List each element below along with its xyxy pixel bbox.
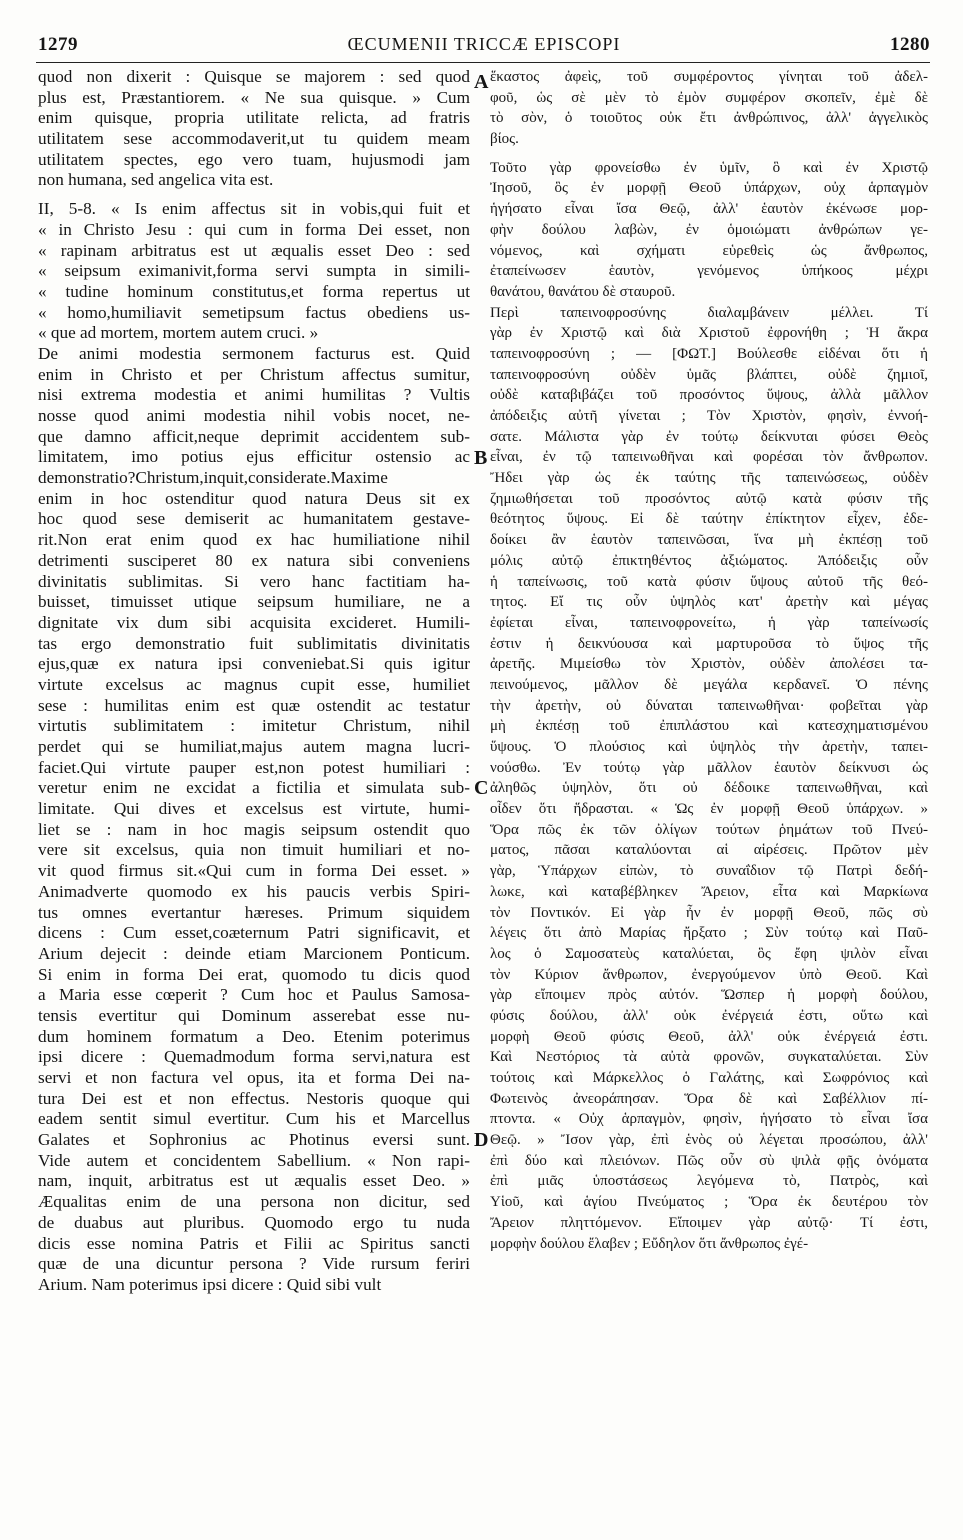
greek-text-line: Περὶ ταπεινοφροσύνης διαλαμβάνειν μέλλει. Τί [490,304,928,321]
greek-text-line: Ἄρειον πληττόμενον. Εἴποιμεν γὰρ αὐτῷ· Τί ἐστι, [490,1214,928,1231]
latin-text-line: utilitatem sese accommodaverit,ut tu quidem meam [38,129,470,149]
greek-text-line: τὴν ἀρετὴν, οὐ δύναται ταπεινωθῆναι· φοβεῖται γὰρ [490,697,928,714]
latin-text-line: ipsi dicere : Quemadmodum forma servi,natura est [38,1047,470,1067]
latin-text-line: detrimenti susciperet 80 ex natura sibi conveniens [38,550,470,570]
greek-text-line: νούσθω. Ἐν τούτῳ γὰρ μᾶλλον ἑαυτὸν δείκνυσι ὡς [490,759,928,776]
greek-text-line: Τοῦτο γὰρ φρονείσθω ἐν ὑμῖν, ὃ καὶ ἐν Χριστῷ [490,159,928,176]
latin-text-line: limitatem, imo potius ejus efficitur ostensio ac [38,447,470,467]
latin-text-line: nisi extrema modestia et animi humilitas ? Vultis [38,385,470,405]
greek-text-line: ὕψους. Ὁ πλούσιος καὶ ὑψηλὸς τὴν ἀρετὴν, ταπει- [490,739,928,755]
latin-text-line: tus omnes evertantur hæreses. Primum siquidem [38,902,470,922]
latin-text-line: buisset, timuisset utique seipsum humiliare, ne a [38,592,470,612]
latin-text-line: nam, inquit, arbitratus est ut æqualis esset Deo. » [38,1171,470,1191]
greek-text-line: Καὶ Νεστόριος τὰ αὐτὰ φρονῶν, συγκαταλύεται. Σὺν [490,1049,928,1066]
greek-text-line: ἡ ταπείνωσις, τοῦ κατὰ φύσιν ὕψους αὐτοῦ τῆς θεό- [490,573,928,590]
latin-text-line: virtutis sublimitatem : imitetur Christum, nihil [38,716,470,736]
latin-text-line: Arium dejecit : deinde etiam Marcionem Ponticum. [38,943,470,963]
latin-text-line: dum hominem formatum a Deo. Etenim poterimus [38,1026,470,1046]
greek-text-line: τούτοις καὶ Μάρκελλος ὁ Γαλάτης, καὶ Σωφρόνιος καὶ [490,1070,928,1086]
latin-text-line: « seipsum eximanivit,forma servi sumpta in simili- [38,261,470,281]
greek-text-line: ἐφίεται εἶναι, ταπεινοφρονείτω, ἡ γὰρ ταπείνωσίς [490,614,928,631]
greek-text-line: Φωτεινὸς ἀνεοράπησαν. Ὅρα δὲ καὶ Σαβέλλιον πί- [490,1090,928,1107]
greek-text-line: μόλις αὐτῷ ἐπικτηθέντος ἀξιώματος. Ἀπόδειξις οὖν [490,552,928,569]
greek-text-line: Υἱοῦ, καὶ ἁγίου Πνεύματος ; Ὅρα ἐκ δευτέρου τὸν [490,1194,928,1211]
greek-text-line: μὴ ἐκπέσῃ τοῦ ἐπιπλάστου καὶ κατεσχηματισμένου [490,718,928,735]
latin-text-line: servi et non factura vel opus, ita et forma Dei na- [38,1068,470,1087]
latin-text-line: vit quod firmus sit.«Qui cum in forma Dei esset. » [38,861,470,881]
latin-text-line: rit.Non erat enim quod ex hac humiliatione nihil [38,530,470,550]
greek-column [490,67,928,1507]
greek-text-line: ἐταπείνωσεν ἑαυτὸν, γενόμενος ὑπήκοος μέχρι [490,263,928,280]
latin-text-line: quæ de una dicuntur persona ? Vide rursum feriri [38,1254,470,1274]
greek-text-line: ἐπὶ μιᾶς ὑποστάσεως λεγόμενα τὸ, Πατρὸς, καὶ [490,1173,928,1190]
greek-text-line: γὰρ ἐν Χριστῷ καὶ διὰ Χριστοῦ ἐφρονήθη ; Ἡ ἄκρα [490,325,928,342]
greek-text-line: εἶναι, ἐν τῷ ταπεινωθῆναι καὶ φορέσαι τὸν ἄνθρωπον. [490,449,928,466]
latin-text-line: ejus,quæ ex natura ipsi conveniebat.Si quis igitur [38,654,470,674]
latin-text-line: faciet.Qui virtute pauper est,non potest humiliari : [38,757,470,777]
greek-text-line: ζημιωθήσεται τοῦ προσόντος αὐτῷ κατὰ φύσιν τῆς [490,490,928,507]
latin-text-line: Animadverte quomodo ex his paucis verbis Spiri- [38,881,470,901]
page-number-right: 1280 [890,34,930,55]
latin-text-line: De animi modestia sermonem facturus est. Quid [38,343,470,363]
margin-marker-c: C [474,777,489,799]
greek-text-line: δοίκει ἂν ἑαυτὸν ταπεινῶσαι, ἵνα μὴ ἐκπέσῃ τοῦ [490,532,928,549]
latin-text-line: vere sit excelsus, quia non timuit humiliari et no- [38,840,470,860]
greek-text-line: οἶδεν ὅτι ἥδρασται. « Ὡς ἐν μορφῇ Θεοῦ ὑπάρχων. » [490,801,928,818]
greek-text-line: ἐπὶ δύο καὶ πλειόνων. Πῶς οὖν σὺ ψιλὰ φῇς ὀνόματα [490,1152,928,1169]
page-number-left: 1279 [38,34,78,55]
greek-text-line: νόμενος, καὶ σχήματι εὑρεθεὶς ὡς ἄνθρωπος, [490,242,928,259]
latin-text-line: « rapinam arbitratus est ut æqualis esset Deo : sed [38,240,470,260]
margin-marker-b: B [474,447,488,469]
greek-text-line: ἐστιν ἡ δεικνύουσα καὶ μαρτυροῦσα τὸ ὕψος τῆς [490,635,928,652]
latin-text-line: perdet qui se humiliat,majus autem magna lucri- [38,737,470,756]
latin-text-line: de duabus aut pluribus. Quomodo ergo tu nuda [38,1212,470,1232]
greek-text-line: τὸ σὸν, ὁ τοιοῦτος οὐκ ἔτι ἀνθρώπινος, ἀλλ' ἀγγελικὸς [490,110,928,127]
latin-text-line: « tudine hominum constitutus,et forma repertus ut [38,281,470,301]
greek-text-line: ἀπόδειξις αὐτῆ γίνεται ; Τὸν Χριστὸν, φησὶν, ἐννοή- [490,408,928,424]
greek-text-line: γὰρ, Ὑπάρχων εἰπὼν, τὸ συναΐδιον τῷ Πατρὶ δεδή- [490,863,928,880]
greek-text-line: φοῦ, ὡς σὲ μὲν τὸ ἐμὸν συμφέρον σκοπεῖν, ἐμὲ δὲ [490,89,928,106]
greek-text-line: ἀληθῶς ὑψηλὸν, ὅτι οὐ δέδοικε ταπεινωθῆναι, καὶ [490,780,928,797]
latin-text-line: utilitatem spectes, ego vero tuam, hujusmodi jam [38,149,470,169]
running-title: ŒCUMENII TRICCÆ EPISCOPI [347,34,621,54]
latin-text-line: enim in Christo et per Christum affectus sumitur, [38,364,470,384]
greek-text-line: ματος, πᾶσαι καταλύονται αἱ αἱρέσεις. Πρῶτον μὲν [490,842,928,859]
margin-marker-d: D [474,1129,489,1151]
greek-text-line: γὰρ εἴποιμεν πρὸς αὐτόν. Ὥσπερ ἡ μορφὴ δούλου, [490,987,928,1004]
latin-text-line: quod non dixerit : Quisque se majorem : sed quod [38,67,470,86]
greek-text-line: ἕκαστος ἀφεὶς, τοῦ συμφέροντος γίνηται τοῦ ἀδελ- [490,69,928,85]
greek-text-line: λωκε, καὶ καταβέβληκεν Ἄρειον, εἶτα καὶ Μαρκίωνα [490,883,928,900]
latin-text-line: divinitatis sublimitas. Si vero hanc factitiam ha- [38,571,470,591]
greek-text-line: Θεῷ. » Ἴσον γὰρ, ἐπὶ ἑνὸς οὐ λέγεται προσώπου, ἀλλ' [490,1132,928,1149]
latin-text-line: eadem sentit simul evertitur. Cum his et Marcellus [38,1109,470,1129]
latin-text-line: enim in hoc ostenditur quod natura Deus sit ex [38,488,470,508]
greek-text-line: τὸν Ποντικόν. Εἰ γὰρ ἦν ἐν μορφῇ Θεοῦ, πῶς σὺ [490,904,928,921]
latin-text-line: Arium. Nam poterimus ipsi dicere : Quid sibi vult [38,1274,382,1294]
greek-text-line: μορφὴν δούλου ἔλαβεν ; Εὔδηλον ὅτι ἄνθρωπος ἐγέ- [490,1235,809,1252]
latin-text-line: dicens : Cum esset,coæternum Patri significavit, et [38,923,470,943]
greek-text-line: οὐδὲ καταβιβάζει τοῦ προσόντος ὕψους, ἀλλὰ μᾶλλον [490,387,928,404]
latin-text-line: dicis esse nomina Patris et Filii ac Spiritus sancti [38,1233,470,1253]
latin-text-line: hoc quod sese demiserit ac humanitatem gestave- [38,509,470,529]
latin-text-line: Æqualitas enim de una persona non dicitur, sed [38,1192,470,1212]
greek-text-line: ἡγήσατο εἶναι ἴσα Θεῷ, ἀλλ' ἑαυτὸν ἐκένωσε μορ- [490,201,928,218]
greek-text-line: μορφὴ Θεοῦ φύσις Θεοῦ, ἀλλ' οὐκ ἐνέργειά ἐστι. [490,1028,928,1045]
latin-column [38,67,470,1507]
page-header [38,30,930,60]
latin-text-line: enim quisque, propria utilitate relicta, ad fratris [38,108,470,128]
latin-text-line: Galates et Sophronius ac Photinus eversi sunt. [38,1130,470,1150]
latin-text-line: « in Christo Jesu : qui cum in forma Dei esset, non [38,219,470,239]
latin-text-line: liet se : nam in hoc magis seipsum ostendit quo [38,819,470,839]
latin-text-line: virtute excelsus ac magnus cupit esse, humiliet [38,674,470,694]
latin-text-line: tura Dei est et non effectus. Nestoris quoque qui [38,1088,470,1108]
latin-text-line: sese : humilitas enim est quæ ostendit ac testatur [38,695,470,715]
greek-text-line: φὴν δούλου λαβὼν, ἐν ὁμοιώματι ἀνθρώπων γε- [490,221,928,238]
latin-text-line: II, 5-8. « Is enim affectus sit in vobis,qui fuit et [38,199,470,219]
greek-text-line: ταπεινοφροσύνη ; — [ΦΩΤ.] Βούλεσθε εἰδέναι ὅτι ἡ [490,345,928,362]
latin-text-line: veretur enim ne excidat a fictilia et simulata sub- [38,778,470,798]
greek-text-line: βίος. [490,131,519,148]
latin-text-line: limitate. Qui dives et excelsus est virtute, humi- [38,799,470,819]
greek-text-line: λέγεις ὅτι ἀπὸ Μαρίας ἤρξατο ; Σὺν τούτῳ καὶ Παῦ- [490,925,928,942]
latin-text-line: « que ad mortem, mortem autem cruci. » [38,323,319,343]
greek-text-line: ἀρετῆς. Μιμείσθω τὸν Χριστὸν, οὐδὲν ἀπολέσει τα- [490,656,928,673]
latin-text-line: a Maria esse cœperit ? Cum hoc et Paulus Samosa- [38,985,470,1005]
header-rule [36,62,930,63]
greek-text-line: λος ὁ Σαμοσατεὺς καταλύεται, ὃς ἔφη ψιλὸν εἶναι [490,945,928,962]
greek-text-line: ταπεινοφροσύνη οὐδὲν ὑμᾶς βλάπτει, οὐδὲ ζημιοῖ, [490,366,928,383]
greek-text-line: φύσις δούλου, ἀλλ' οὐκ ἐνέργειά ἐστι, οὕτω καὶ [490,1007,928,1024]
latin-text-line: tas ergo demonstratio fuit sublimitatis divinitatis [38,633,470,653]
latin-text-line: Vide autem et concidentem Sabellium. « Non rapi- [38,1150,470,1170]
greek-text-line: θεότητος ὕψους. Εἰ δὲ ταύτην ἐπίκτητον εἶχεν, ἐδε- [490,511,928,528]
greek-text-line: Ἤδει γὰρ ὡς ἐκ ταύτης τῆς ταπεινώσεως, οὐδὲν [490,470,928,487]
latin-text-line: demonstratio?Christum,inquit,considerate.Maxime [38,468,388,488]
latin-text-line: Si enim in forma Dei erat, quomodo tu dicis quod [38,964,470,984]
margin-marker-a: A [474,71,489,93]
greek-text-line: θανάτου, θανάτου δὲ σταυροῦ. [490,283,676,300]
latin-text-line: tensis evertitur qui Dominum asserebat esse nu- [38,1005,470,1025]
latin-text-line: dignitate vix dum sibi acquisita excideret. Humili- [38,612,470,632]
latin-text-line: « homo,humiliavit semetipsum factus obediens us- [38,302,470,322]
latin-text-line: que damno afficit,neque deprimit accidentem sub- [38,426,470,446]
greek-text-line: Ὅρα πῶς ἐκ τῶν ὀλίγων τούτων ῥημάτων τοῦ Πνεύ- [490,821,928,838]
greek-text-line: πτοντα. « Οὐχ ἁρπαγμὸν, φησὶν, ἡγήσατο τὸ εἶναι ἴσα [490,1111,928,1128]
latin-text-line: non humana, sed angelica vita est. [38,170,274,190]
greek-text-line: πεινούμενος, μᾶλλον δὲ μεγάλα κερδανεῖ. Ὁ πένης [490,676,928,693]
greek-text-line: Ἰησοῦ, ὃς ἐν μορφῇ Θεοῦ ὑπάρχων, οὐχ ἁρπαγμὸν [490,180,928,197]
latin-text-line: nosse quod animi modestia nihil vobis nocet, ne- [38,406,470,425]
greek-text-line: τητος. Εἴ τις οὖν ὑψηλὸς κατ' ἀρετὴν καὶ μέγας [490,594,928,611]
latin-text-line: plus est, Præstantiorem. « Ne sua quisque. » Cum [38,87,470,107]
greek-text-line: τὸν Κύριον ἄνθρωπον, ἐνεργούμενον ὑπὸ Θεοῦ. Καὶ [490,966,928,983]
greek-text-line: σατε. Μάλιστα γὰρ ἐν τούτῳ δείκνυται φύσει Θεὸς [490,428,928,445]
